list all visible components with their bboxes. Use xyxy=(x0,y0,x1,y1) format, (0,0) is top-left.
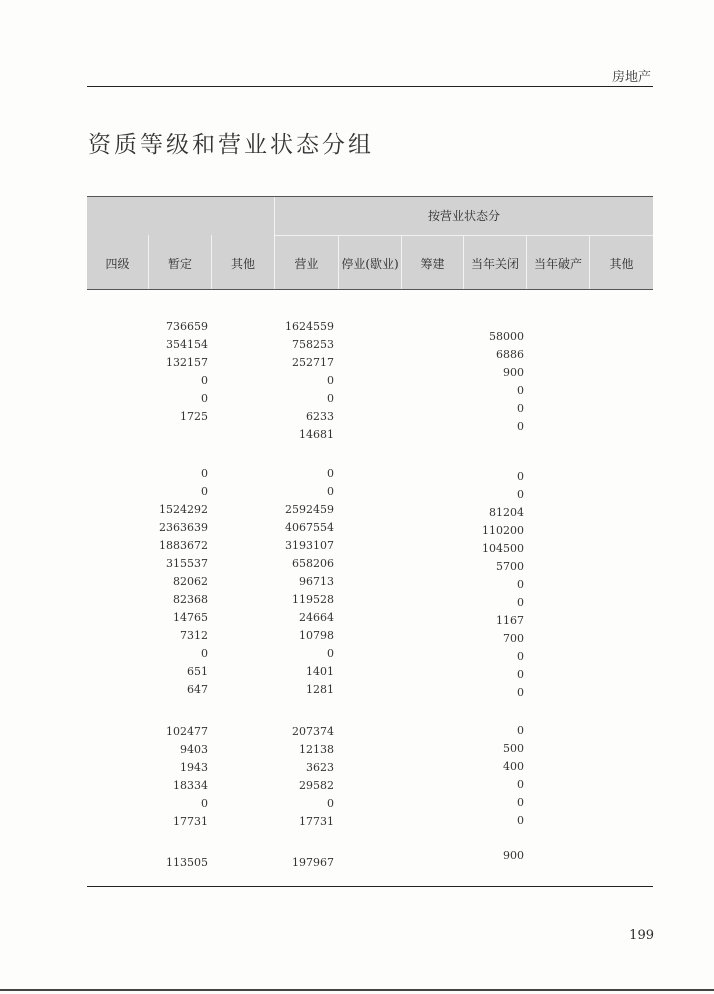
top-rule xyxy=(87,86,653,87)
table-cell: 0 xyxy=(517,488,524,501)
scan-edge xyxy=(0,989,714,991)
table-cell: 0 xyxy=(201,797,208,810)
column-header: 营业 xyxy=(294,257,319,271)
table-cell: 0 xyxy=(517,578,524,591)
page-number: 199 xyxy=(629,928,654,943)
table-cell: 58000 xyxy=(489,330,524,343)
table-cell: 500 xyxy=(503,742,524,755)
table-cell: 315537 xyxy=(166,557,208,570)
table-cell: 81204 xyxy=(489,506,524,519)
table-cell: 110200 xyxy=(482,524,524,537)
table-cell: 14765 xyxy=(173,611,208,624)
table-cell: 24664 xyxy=(299,611,334,624)
column-header: 其他 xyxy=(609,257,634,271)
table-cell: 29582 xyxy=(299,779,334,792)
table-cell: 252717 xyxy=(292,356,334,369)
bottom-rule xyxy=(87,886,653,887)
table-cell: 1281 xyxy=(306,683,334,696)
table-cell: 5700 xyxy=(496,560,524,573)
table-cell: 0 xyxy=(517,778,524,791)
table-cell: 119528 xyxy=(292,593,334,606)
table-cell: 0 xyxy=(517,650,524,663)
group-header: 按营业状态分 xyxy=(427,209,500,223)
column-header: 当年关闭 xyxy=(470,257,519,271)
table-cell: 0 xyxy=(327,797,334,810)
table-cell: 0 xyxy=(517,420,524,433)
table-cell: 2592459 xyxy=(285,503,334,516)
table-cell: 10798 xyxy=(299,629,334,642)
page-title: 资质等级和营业状态分组 xyxy=(88,132,374,158)
table-cell: 0 xyxy=(517,724,524,737)
table-cell: 0 xyxy=(517,470,524,483)
table-cell: 0 xyxy=(201,467,208,480)
table-cell: 0 xyxy=(517,686,524,699)
table-cell: 18334 xyxy=(173,779,208,792)
table-cell: 0 xyxy=(327,485,334,498)
column-header: 其他 xyxy=(230,257,255,271)
table-cell: 1725 xyxy=(180,410,208,423)
table-cell: 0 xyxy=(327,467,334,480)
table-cell: 197967 xyxy=(292,856,334,869)
table-cell: 758253 xyxy=(292,338,334,351)
table-cell: 658206 xyxy=(292,557,334,570)
table-cell: 7312 xyxy=(180,629,208,642)
table-cell: 132157 xyxy=(166,356,208,369)
table-cell: 1524292 xyxy=(159,503,208,516)
table-cell: 0 xyxy=(327,647,334,660)
table-cell: 700 xyxy=(503,632,524,645)
table-cell: 3623 xyxy=(306,761,334,774)
column-header: 筹建 xyxy=(420,257,445,271)
table-cell: 0 xyxy=(201,392,208,405)
column-header: 当年破产 xyxy=(533,257,582,271)
table-cell: 6886 xyxy=(496,348,524,361)
table-cell: 0 xyxy=(201,485,208,498)
table-cell: 0 xyxy=(327,374,334,387)
table-cell: 0 xyxy=(201,647,208,660)
table-cell: 1401 xyxy=(306,665,334,678)
table-cell: 96713 xyxy=(299,575,334,588)
table-cell: 17731 xyxy=(173,815,208,828)
table-cell: 1883672 xyxy=(159,539,208,552)
table-cell: 736659 xyxy=(166,320,208,333)
table-cell: 12138 xyxy=(299,743,334,756)
column-header: 停业(歇业) xyxy=(341,257,399,271)
table-cell: 1943 xyxy=(180,761,208,774)
table-cell: 0 xyxy=(517,402,524,415)
table-cell: 900 xyxy=(503,366,524,379)
table-cell: 0 xyxy=(517,814,524,827)
table-cell: 1624559 xyxy=(285,320,334,333)
table-cell: 3193107 xyxy=(285,539,334,552)
table-cell: 102477 xyxy=(166,725,208,738)
table-cell: 900 xyxy=(503,849,524,862)
table-cell: 9403 xyxy=(180,743,208,756)
column-header: 四级 xyxy=(105,257,130,271)
table-cell: 400 xyxy=(503,760,524,773)
table-cell: 0 xyxy=(517,796,524,809)
table-cell: 0 xyxy=(517,668,524,681)
table-cell: 113505 xyxy=(166,856,208,869)
table-cell: 17731 xyxy=(299,815,334,828)
section-label: 房地产 xyxy=(612,70,652,85)
table-cell: 104500 xyxy=(482,542,524,555)
table-cell: 0 xyxy=(327,392,334,405)
table-cell: 4067554 xyxy=(285,521,334,534)
table-cell: 6233 xyxy=(306,410,334,423)
table-cell: 82368 xyxy=(173,593,208,606)
table-cell: 647 xyxy=(187,683,208,696)
table-cell: 0 xyxy=(517,384,524,397)
table-cell: 82062 xyxy=(173,575,208,588)
table-cell: 14681 xyxy=(299,428,334,441)
table-cell: 651 xyxy=(187,665,208,678)
table-cell: 207374 xyxy=(292,725,334,738)
table-cell: 354154 xyxy=(166,338,208,351)
column-header: 暂定 xyxy=(167,257,192,271)
table-cell: 0 xyxy=(517,596,524,609)
table-header xyxy=(87,196,653,290)
table-cell: 0 xyxy=(201,374,208,387)
table-cell: 2363639 xyxy=(159,521,208,534)
table-cell: 1167 xyxy=(496,614,524,627)
